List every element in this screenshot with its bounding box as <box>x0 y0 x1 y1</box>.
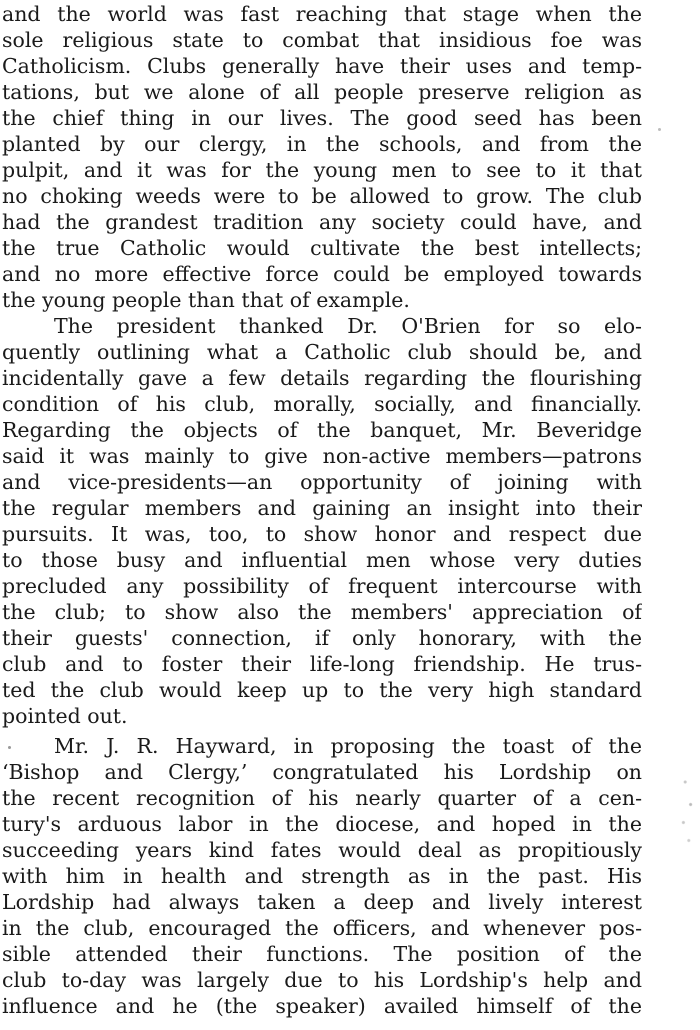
text-line: Regarding the objects of the banquet, Mr. Beveridge <box>2 418 642 442</box>
text-line: said it was mainly to give non-active members—patrons <box>2 444 642 468</box>
text-line: sole religious state to combat that insidious foe was <box>2 28 642 52</box>
text-line: quently outlining what a Catholic club should be, and <box>2 340 642 364</box>
text-line: had the grandest tradition any society could have, and <box>2 210 642 234</box>
paragraph-first-line: Mr. J. R. Hayward, in proposing the toast of the <box>54 734 642 758</box>
text-line: the true Catholic would cultivate the best intellects; <box>2 236 642 260</box>
text-line: and the world was fast reaching that stage when the <box>2 2 642 26</box>
text-line: sible attended their functions. The position of the <box>2 942 642 966</box>
text-line: in the club, encouraged the officers, and whenever pos- <box>2 916 642 940</box>
text-line: ‘Bishop and Clergy,’ congratulated his Lordship on <box>2 760 642 784</box>
text-line: tury's arduous labor in the diocese, and hoped in the <box>2 812 642 836</box>
text-line: the young people than that of example. <box>2 288 410 312</box>
scan-speck <box>658 128 661 131</box>
text-line: incidentally gave a few details regarding the flourishing <box>2 366 642 390</box>
text-line: Catholicism. Clubs generally have their uses and temp- <box>2 54 642 78</box>
text-line: club and to foster their life-long friendship. He trus- <box>2 652 642 676</box>
text-line: the chief thing in our lives. The good seed has been <box>2 106 642 130</box>
text-line: the club; to show also the members' appreciation of <box>2 600 642 624</box>
text-line: ted the club would keep up to the very high standard <box>2 678 642 702</box>
scan-speck <box>8 746 11 749</box>
text-line: pursuits. It was, too, to show honor and respect due <box>2 522 642 546</box>
text-line: the recent recognition of his nearly quarter of a cen- <box>2 786 642 810</box>
text-line: the regular members and gaining an insight into their <box>2 496 642 520</box>
text-line: club to-day was largely due to his Lordship's help and <box>2 968 642 992</box>
text-line: planted by our clergy, in the schools, and from the <box>2 132 642 156</box>
text-line: influence and he (the speaker) availed himself of the <box>2 994 642 1018</box>
margin-smudge <box>678 764 696 854</box>
paragraph-first-line: The president thanked Dr. O'Brien for so elo- <box>54 314 642 338</box>
text-line: their guests' connection, if only honorary, with the <box>2 626 642 650</box>
text-line: condition of his club, morally, socially, and financially. <box>2 392 642 416</box>
text-line: pointed out. <box>2 704 128 728</box>
document-page <box>2 0 642 1030</box>
text-line: no choking weeds were to be allowed to grow. The club <box>2 184 642 208</box>
text-line: pulpit, and it was for the young men to see to it that <box>2 158 642 182</box>
text-line: to those busy and influential men whose very duties <box>2 548 642 572</box>
text-line: precluded any possibility of frequent intercourse with <box>2 574 642 598</box>
text-line: succeeding years kind fates would deal as propitiously <box>2 838 642 862</box>
text-line: and vice-presidents—an opportunity of joining with <box>2 470 642 494</box>
text-line: tations, but we alone of all people preserve religion as <box>2 80 642 104</box>
text-line: and no more effective force could be employed towards <box>2 262 642 286</box>
text-line: Lordship had always taken a deep and lively interest <box>2 890 642 914</box>
text-line: with him in health and strength as in the past. His <box>2 864 642 888</box>
